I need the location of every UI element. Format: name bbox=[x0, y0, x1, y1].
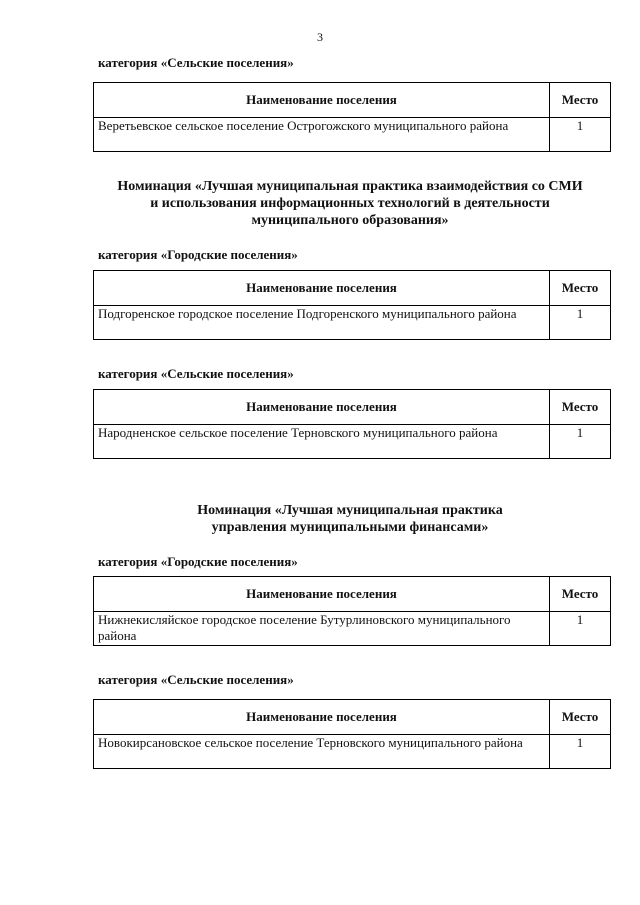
table-header-row bbox=[94, 700, 611, 735]
category-heading: категория «Городские поселения» bbox=[98, 247, 298, 262]
settlement-place: 1 bbox=[550, 425, 611, 459]
nomination-title-line: управления муниципальными финансами» bbox=[211, 520, 489, 535]
column-header-name: Наименование поселения bbox=[94, 577, 550, 612]
table-row bbox=[94, 735, 611, 769]
column-header-place: Место bbox=[550, 577, 611, 612]
ranking-table bbox=[93, 699, 611, 769]
category-heading: категория «Сельские поселения» bbox=[98, 672, 294, 687]
ranking-table bbox=[93, 576, 611, 646]
table-row bbox=[94, 306, 611, 340]
column-header-name: Наименование поселения bbox=[94, 390, 550, 425]
column-header-place: Место bbox=[550, 700, 611, 735]
table-header-row bbox=[94, 577, 611, 612]
nomination-title-line: Номинация «Лучшая муниципальная практика взаимодействия со СМИ bbox=[117, 179, 583, 194]
settlement-place: 1 bbox=[550, 612, 611, 646]
nomination-title-line: и использования информационных технологий в деятельности bbox=[150, 196, 550, 211]
settlement-name: Веретьевское сельское поселение Острогожского муниципального района bbox=[94, 118, 550, 152]
settlement-name: Нижнекисляйское городское поселение Бутурлиновского муниципального района bbox=[94, 612, 550, 646]
nomination-title-line: муниципального образования» bbox=[251, 213, 449, 228]
ranking-table bbox=[93, 389, 611, 459]
nomination-title-line: Номинация «Лучшая муниципальная практика bbox=[197, 503, 503, 518]
column-header-place: Место bbox=[550, 390, 611, 425]
nomination-title bbox=[90, 178, 610, 229]
ranking-table bbox=[93, 270, 611, 340]
settlement-place: 1 bbox=[550, 735, 611, 769]
nomination-title bbox=[90, 502, 610, 536]
table-row bbox=[94, 612, 611, 646]
settlement-place: 1 bbox=[550, 118, 611, 152]
table-header-row bbox=[94, 390, 611, 425]
table-header-row bbox=[94, 271, 611, 306]
column-header-name: Наименование поселения bbox=[94, 271, 550, 306]
settlement-name: Народненское сельское поселение Терновского муниципального района bbox=[94, 425, 550, 459]
page-number: 3 bbox=[317, 30, 323, 44]
table-row bbox=[94, 118, 611, 152]
ranking-table bbox=[93, 82, 611, 152]
table-row bbox=[94, 425, 611, 459]
column-header-name: Наименование поселения bbox=[94, 700, 550, 735]
category-heading: категория «Сельские поселения» bbox=[98, 366, 294, 381]
settlement-place: 1 bbox=[550, 306, 611, 340]
column-header-place: Место bbox=[550, 83, 611, 118]
column-header-place: Место bbox=[550, 271, 611, 306]
category-heading: категория «Сельские поселения» bbox=[98, 55, 294, 70]
settlement-name: Новокирсановское сельское поселение Терновского муниципального района bbox=[94, 735, 550, 769]
column-header-name: Наименование поселения bbox=[94, 83, 550, 118]
category-heading: категория «Городские поселения» bbox=[98, 554, 298, 569]
table-header-row bbox=[94, 83, 611, 118]
settlement-name: Подгоренское городское поселение Подгоренского муниципального района bbox=[94, 306, 550, 340]
